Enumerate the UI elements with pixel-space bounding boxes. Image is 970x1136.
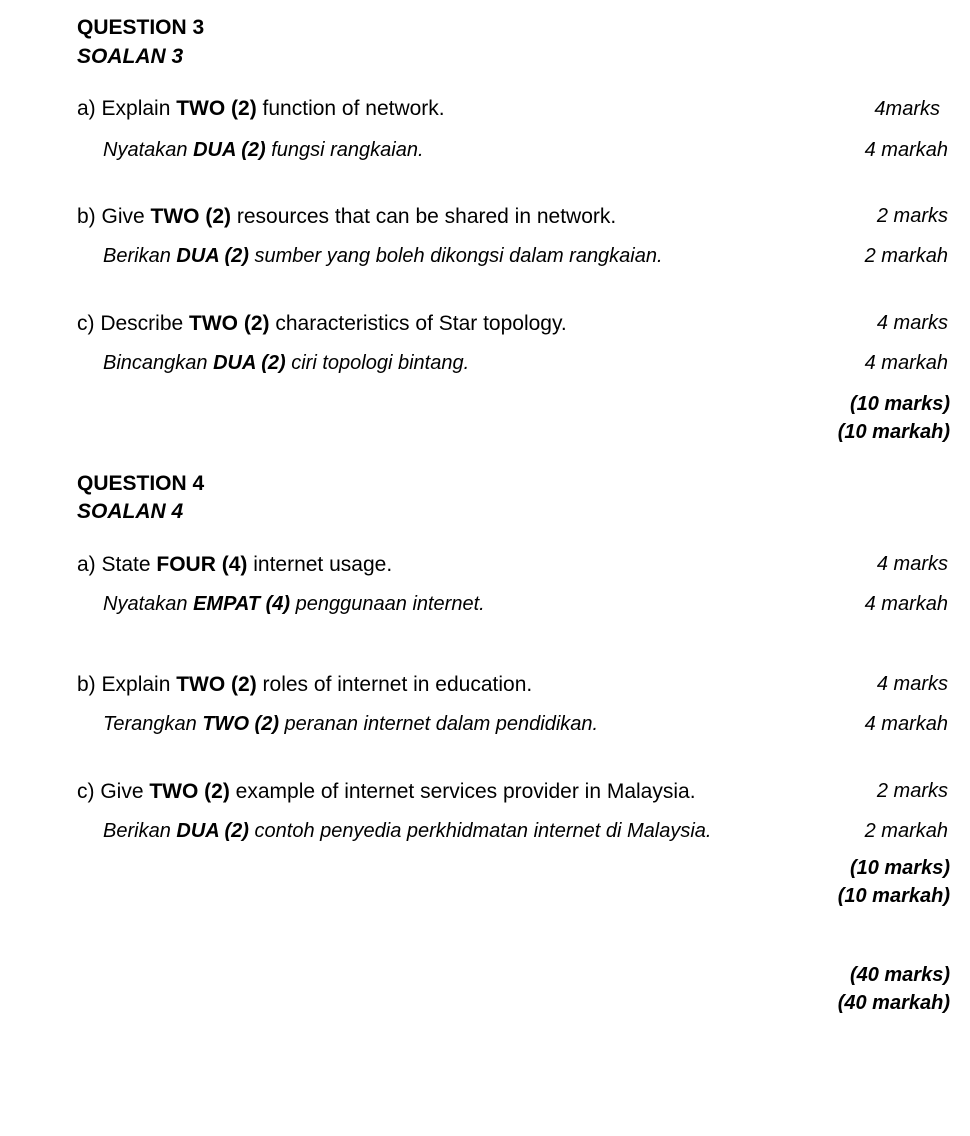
q4-part-a-marks: 4 marks (876, 553, 948, 575)
q3-part-c-markah: 4 markah (864, 352, 948, 374)
question-3-subtitle: SOALAN 3 (77, 45, 184, 68)
q4-part-c-marks: 2 marks (876, 780, 948, 802)
q3-part-a-marks: 4marks (874, 98, 940, 120)
q3-part-b-marks: 2 marks (876, 205, 948, 227)
q4-part-a-malay: Nyatakan EMPAT (4) penggunaan internet. (103, 593, 485, 615)
q4-part-b-markah: 4 markah (864, 713, 948, 735)
q4-part-b-marks: 4 marks (876, 673, 948, 695)
q3-part-b: b) Give TWO (2) resources that can be shared in network. (77, 205, 617, 228)
q4-part-c-markah: 2 markah (864, 820, 948, 842)
q4-total-marks: (10 marks) (849, 857, 950, 879)
grand-total-markah: (40 markah) (837, 992, 950, 1014)
question-4-title: QUESTION 4 (77, 472, 205, 495)
q4-part-a-markah: 4 markah (864, 593, 948, 615)
q3-part-a-malay: Nyatakan DUA (2) fungsi rangkaian. (103, 139, 424, 161)
q4-part-c: c) Give TWO (2) example of internet services provider in Malaysia. (77, 780, 696, 803)
q4-total-markah: (10 markah) (837, 885, 950, 907)
q3-part-a-markah: 4 markah (864, 139, 948, 161)
q3-part-c-marks: 4 marks (876, 312, 948, 334)
q4-part-b: b) Explain TWO (2) roles of internet in education. (77, 673, 533, 696)
question-3-title: QUESTION 3 (77, 16, 205, 39)
q3-total-marks: (10 marks) (849, 393, 950, 415)
q3-part-c-malay: Bincangkan DUA (2) ciri topologi bintang. (103, 352, 470, 374)
q4-part-b-malay: Terangkan TWO (2) peranan internet dalam pendidikan. (103, 713, 599, 735)
q3-total-markah: (10 markah) (837, 421, 950, 443)
q3-part-c: c) Describe TWO (2) characteristics of Star topology. (77, 312, 567, 335)
q4-part-c-malay: Berikan DUA (2) contoh penyedia perkhidmatan internet di Malaysia. (103, 820, 712, 842)
question-4-subtitle: SOALAN 4 (77, 500, 184, 523)
q3-part-a: a) Explain TWO (2) function of network. (77, 97, 445, 120)
grand-total-marks: (40 marks) (849, 964, 950, 986)
q3-part-b-markah: 2 markah (864, 245, 948, 267)
q3-part-b-malay: Berikan DUA (2) sumber yang boleh dikongsi dalam rangkaian. (103, 245, 663, 267)
q4-part-a: a) State FOUR (4) internet usage. (77, 553, 393, 576)
